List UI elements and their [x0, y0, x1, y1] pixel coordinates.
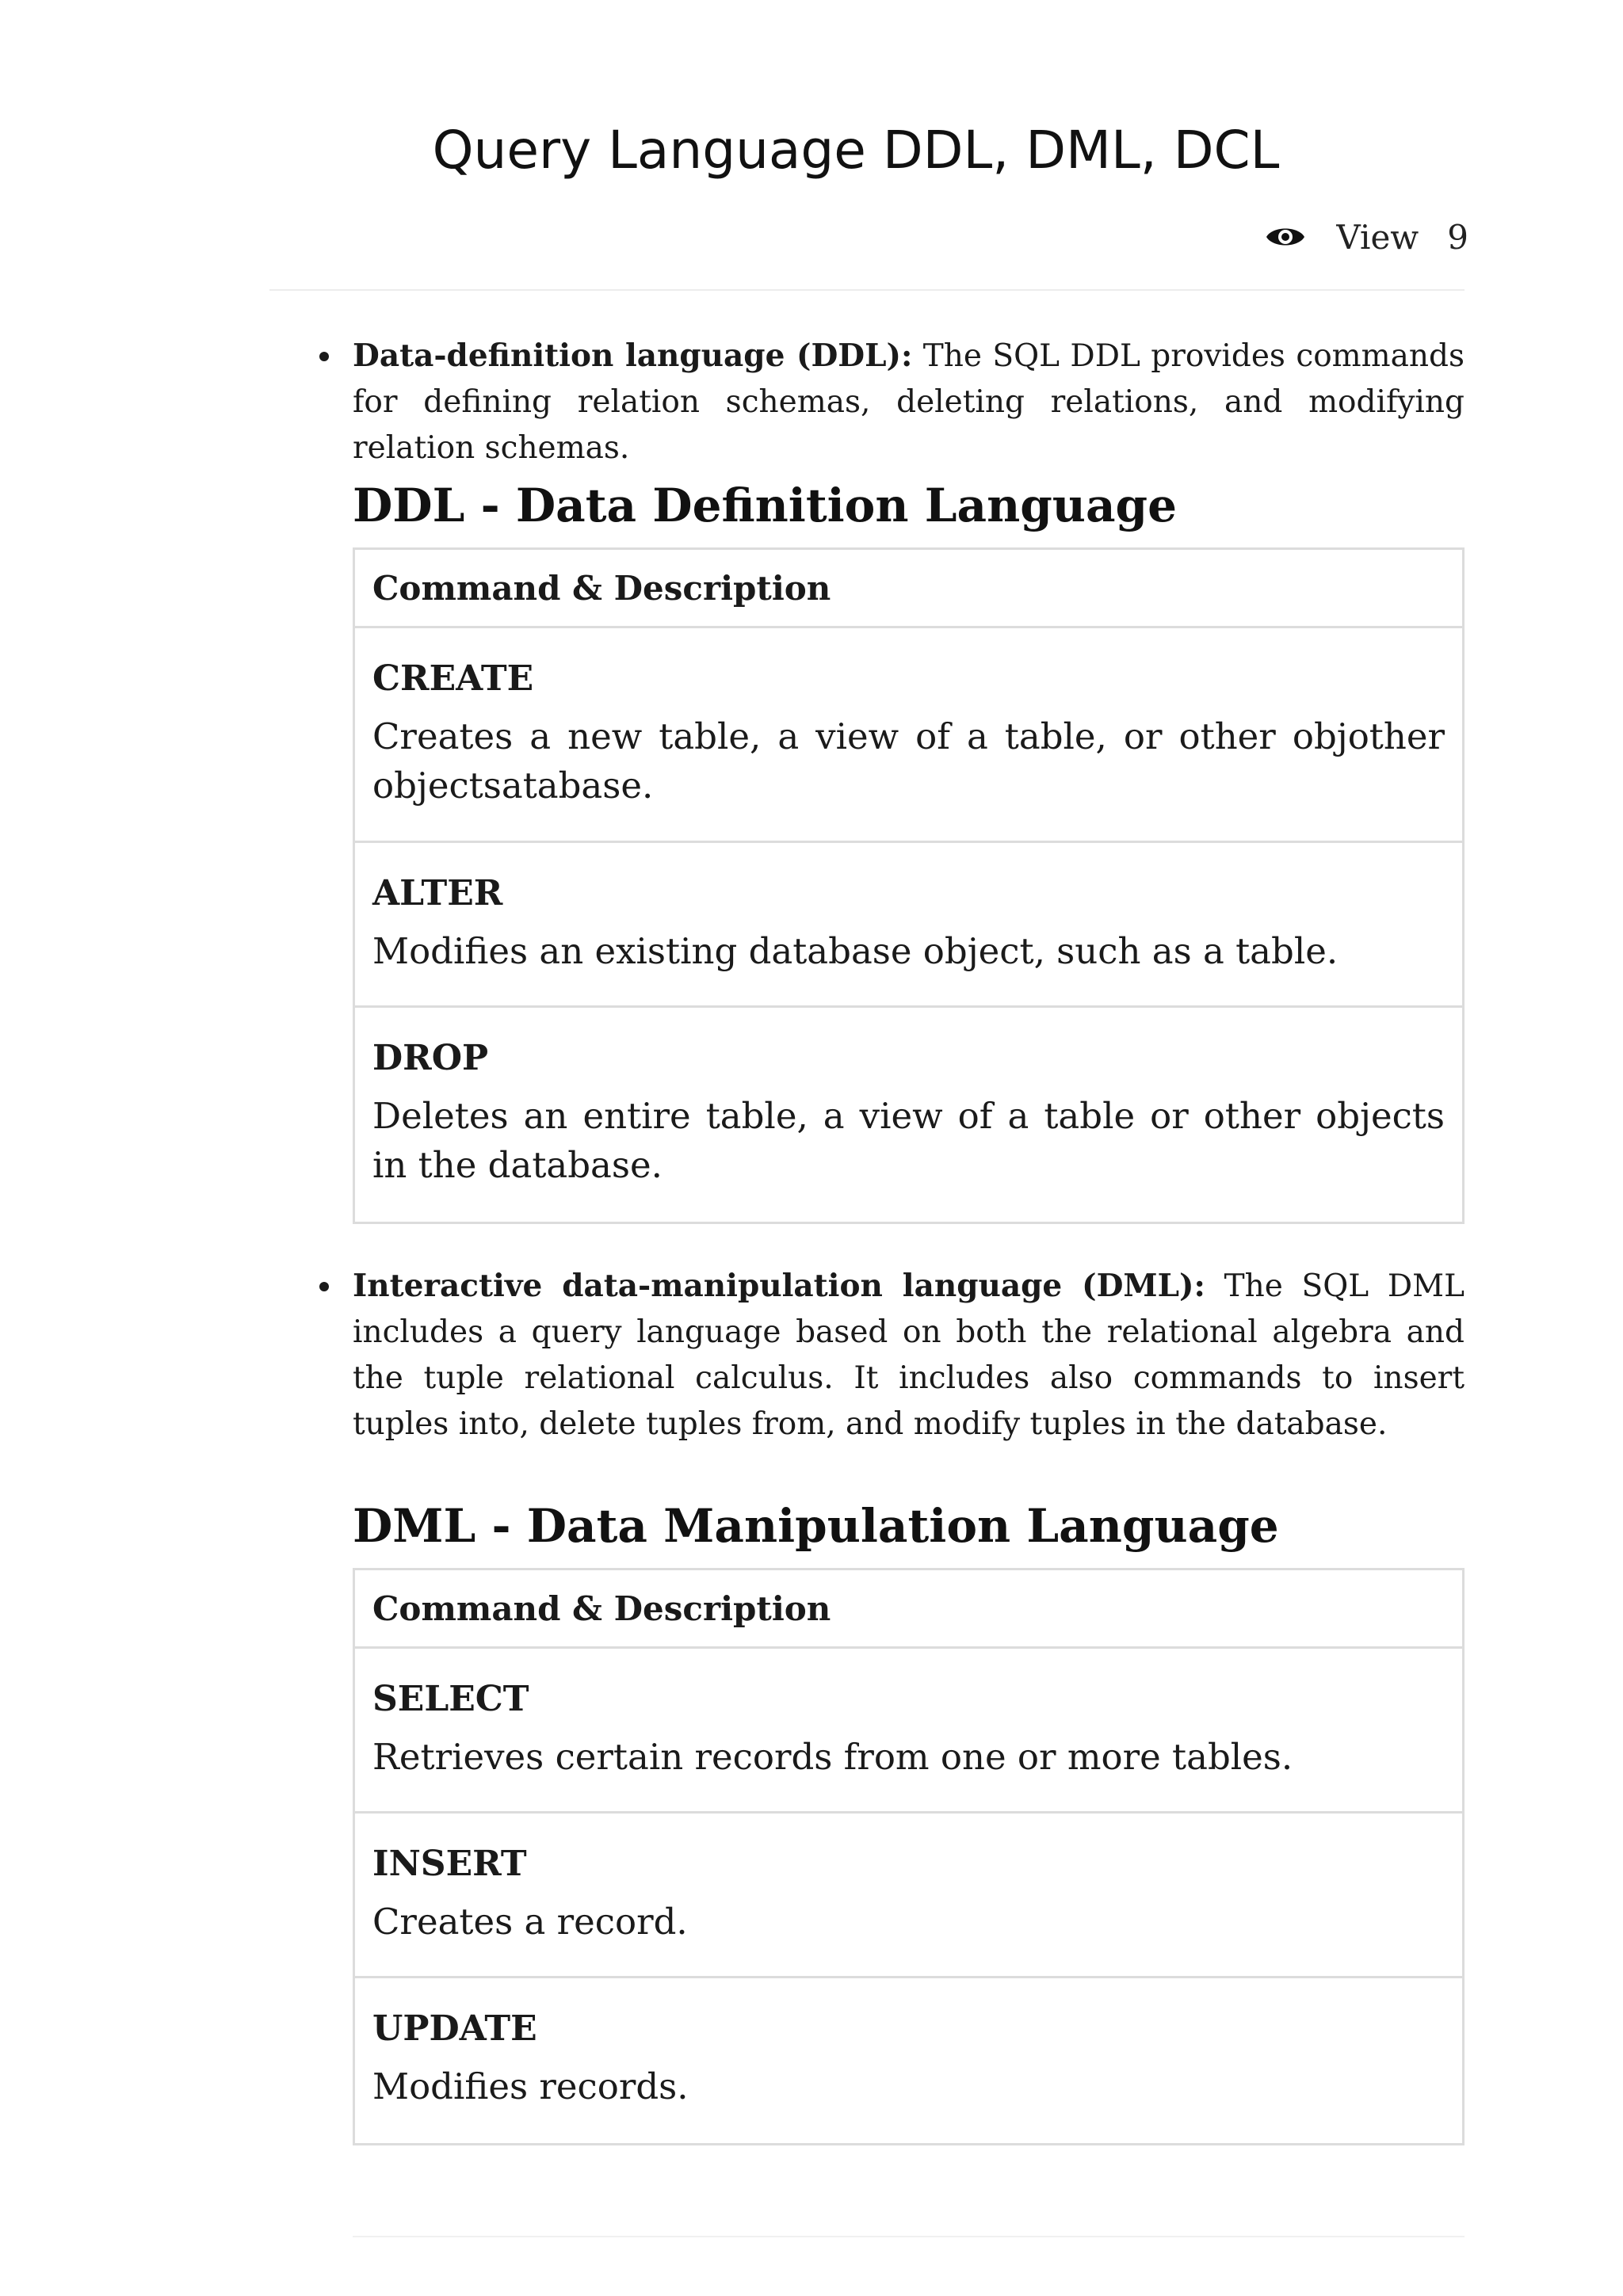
dml-bullet [353, 1263, 1465, 1447]
command-name: CREATE [372, 658, 534, 699]
table-row [355, 843, 1462, 1008]
command-description: Deletes an entire table, a view of a table or other objects in the database. [372, 1095, 1445, 1186]
dml-heading: DML - Data Manipulation Language [353, 1499, 1279, 1553]
command-name: DROP [372, 1038, 489, 1078]
command-description: Creates a new table, a view of a table, or other objother objectsatabase. [372, 715, 1445, 807]
view-count [1265, 208, 1468, 265]
ddl-table-header: Command & Description [355, 550, 1462, 628]
dml-bullet-term: Interactive data-manipulation language (DML): [353, 1268, 1205, 1304]
ddl-table [353, 547, 1465, 1224]
command-name: SELECT [372, 1679, 529, 1719]
command-description: Modifies an existing database object, such as a table. [372, 930, 1338, 972]
view-label: View [1336, 217, 1419, 257]
bullet-dot [319, 1282, 329, 1291]
ddl-bullet-term: Data-definition language (DDL): [353, 338, 913, 374]
dml-bullet-text: The SQL DML includes a query language based on both the relational algebra and the tuple relational calculus. It includes also commands to insert tuples into, delete tuples from, and modify tuples in the database. [353, 1268, 1465, 1442]
dml-table [353, 1568, 1465, 2145]
view-count-number: 9 [1447, 217, 1468, 257]
eye-icon [1265, 221, 1306, 253]
page-title: Query Language DDL, DML, DCL [432, 120, 1280, 181]
bottom-divider [353, 2236, 1465, 2237]
table-row [355, 1649, 1462, 1814]
table-row [355, 1008, 1462, 1222]
command-name: ALTER [372, 873, 503, 913]
command-description: Modifies records. [372, 2065, 689, 2107]
title-divider [269, 289, 1465, 291]
dml-table-header: Command & Description [355, 1570, 1462, 1649]
command-description: Retrieves certain records from one or more tables. [372, 1736, 1293, 1778]
ddl-heading: DDL - Data Definition Language [353, 479, 1178, 532]
command-description: Creates a record. [372, 1901, 688, 1943]
ddl-bullet-text: The SQL DDL provides commands for defining relation schemas, deleting relations, and modifying relation schemas. [353, 338, 1465, 466]
bullet-dot [319, 352, 329, 361]
command-name: INSERT [372, 1844, 527, 1884]
command-name: UPDATE [372, 2008, 537, 2049]
table-row [355, 1978, 1462, 2143]
table-row [355, 1814, 1462, 1978]
table-row [355, 628, 1462, 843]
ddl-bullet [353, 333, 1465, 471]
